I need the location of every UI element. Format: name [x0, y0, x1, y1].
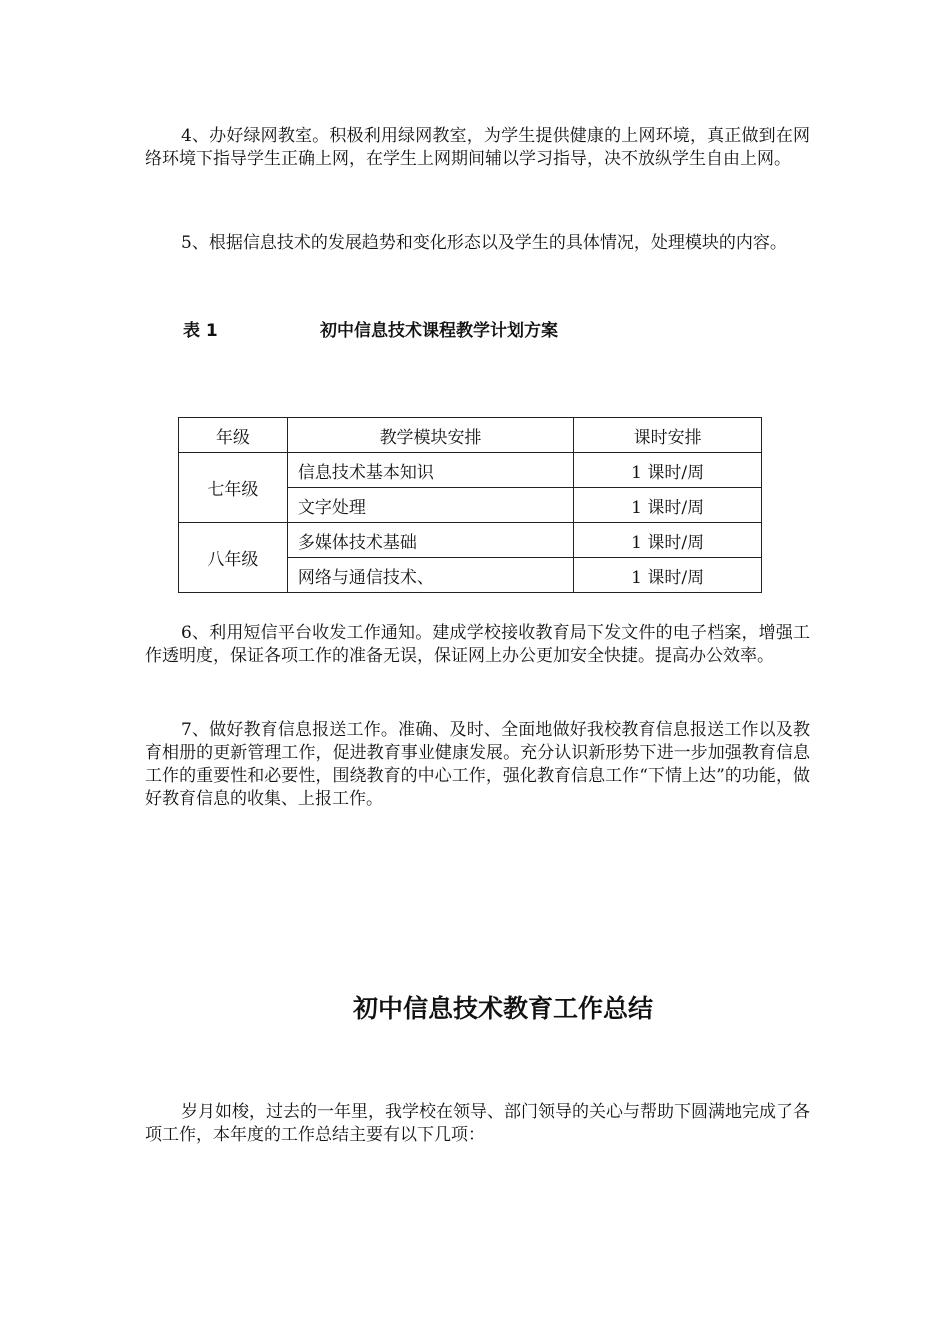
summary-intro-paragraph: 岁月如梭，过去的一年里，我学校在领导、部门领导的关心与帮助下圆满地完成了各项工作，本年度的工作总结主要有以下几项： [145, 1102, 810, 1145]
table-row [179, 453, 762, 488]
hours-cell: 1 课时/周 [574, 558, 762, 593]
hours-cell: 1 课时/周 [574, 453, 762, 488]
module-cell: 网络与通信技术、 [287, 558, 573, 593]
table-row [179, 523, 762, 558]
table-header-row [179, 418, 762, 453]
table-caption-label: 表 1 [183, 321, 218, 341]
paragraph-6: 6、利用短信平台收发工作通知。建成学校接收教育局下发文件的电子档案，增强工作透明度，保证各项工作的准备无误，保证网上办公更加安全快捷。提高办公效率。 [145, 623, 810, 666]
module-cell: 多媒体技术基础 [287, 523, 573, 558]
hours-cell: 1 课时/周 [574, 523, 762, 558]
header-module: 教学模块安排 [287, 418, 573, 453]
module-cell: 信息技术基本知识 [287, 453, 573, 488]
paragraph-5: 5、根据信息技术的发展趋势和变化形态以及学生的具体情况，处理模块的内容。 [181, 233, 787, 253]
paragraph-4: 4、办好绿网教室。积极利用绿网教室，为学生提供健康的上网环境，真正做到在网络环境下指导学生正确上网，在学生上网期间辅以学习指导，决不放纵学生自由上网。 [145, 126, 810, 169]
header-grade: 年级 [179, 418, 288, 453]
module-cell: 文字处理 [287, 488, 573, 523]
hours-cell: 1 课时/周 [574, 488, 762, 523]
grade-cell: 七年级 [179, 453, 288, 523]
teaching-plan-table [178, 417, 762, 593]
paragraph-7: 7、做好教育信息报送工作。准确、及时、全面地做好我校教育信息报送工作以及教育相册的更新管理工作，促进教育事业健康发展。充分认识新形势下进一步加强教育信息工作的重要性和必要性，围绕教育的中心工作，强化教育信息工作“下情上达”的功能，做好教育信息的收集、上报工作。 [145, 720, 810, 809]
header-hours: 课时安排 [574, 418, 762, 453]
grade-cell: 八年级 [179, 523, 288, 593]
summary-title: 初中信息技术教育工作总结 [352, 994, 653, 1023]
table-caption-title: 初中信息技术课程教学计划方案 [320, 321, 558, 341]
